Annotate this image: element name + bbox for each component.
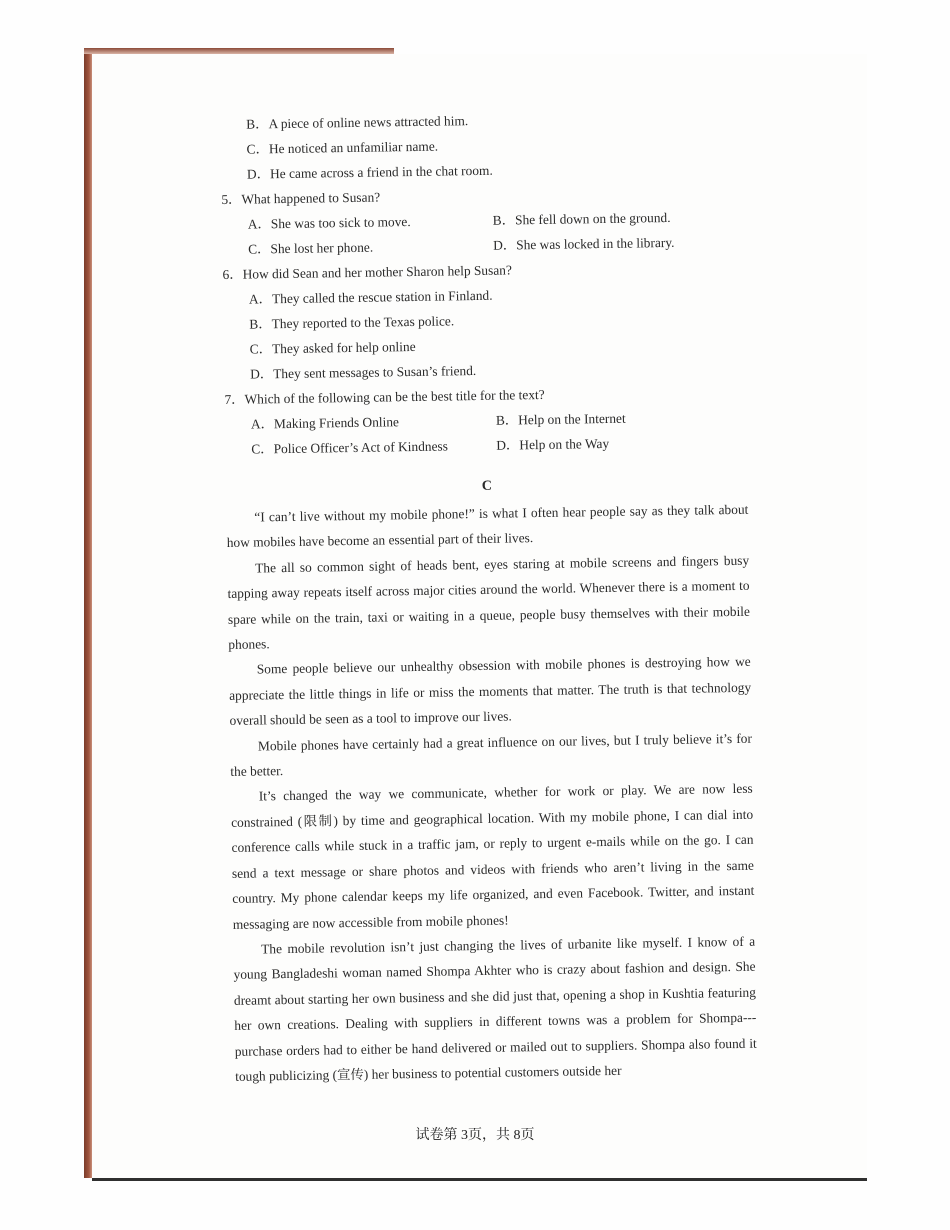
passage-paragraph: Mobile phones have certainly had a great influence on our lives, but I truly believe it’s for the better.: [230, 730, 753, 779]
page-binding-edge: [84, 48, 92, 1178]
passage-paragraph: It’s changed the way we communicate, whether for work or play. We are now less constrained (限制) by time and geographical location. With my mobile phone, I can dial into conference calls while stuck in a traffic jam, or reply to urgent e-mails while on the go. I can send a text message or share photos and videos with friends who aren’t living in the same country. My phone calendar keeps my life organized, and even Facebook. Twitter, and instant messaging are now accessible from mobile phones!: [231, 781, 755, 932]
q7-option-c: C．Police Officer’s Act of Kindness: [251, 438, 449, 457]
q4-option-b: B．A piece of online news attracted him.: [246, 113, 469, 132]
passage-paragraph: Some people believe our unhealthy obsession with mobile phones is destroying how we appreciate the little things in life or miss the moments that matter. The truth is that technology overall should be seen as a tool to improve our lives.: [229, 654, 752, 729]
q5-option-a: A．She was too sick to move.: [247, 214, 411, 232]
q6-stem: 6．How did Sean and her mother Sharon help Susan?: [222, 262, 512, 282]
q6-option-b: B．They reported to the Texas police.: [249, 313, 455, 332]
passage-paragraph: The mobile revolution isn’t just changing the lives of urbanite like myself. I know of a young Bangladeshi woman named Shompa Akhter who is crazy about fashion and design. She dreamt about starting her own business and she did just that, opening a shop in Kushtia featuring her own creations. Dealing with suppliers in different towns was a problem for Shompa---purchase orders had to either be hand delivered or mailed out to suppliers. Shompa also found it tough publicizing (宣传) her business to potential customers outside her: [233, 933, 757, 1084]
q6-option-c: C．They asked for help online: [249, 338, 416, 357]
q4-option-c: C．He noticed an unfamiliar name.: [246, 138, 439, 157]
page-footer: 试卷第 3页，共 8页: [415, 1128, 535, 1143]
page-content: [220, 104, 757, 1089]
q5-option-c: C．She lost her phone.: [248, 239, 374, 257]
q7-option-a: A．Making Friends Online: [250, 414, 400, 432]
q6-option-d: D．They sent messages to Susan’s friend.: [250, 363, 477, 382]
section-heading: C: [481, 478, 493, 494]
q5-option-d: D．She was locked in the library.: [493, 234, 675, 253]
q7-stem: 7．Which of the following can be the best title for the text?: [224, 386, 545, 407]
q5-option-b: B．She fell down on the ground.: [492, 209, 671, 228]
passage-paragraph: The all so common sight of heads bent, eyes staring at mobile screens and fingers busy tapping away repeats itself across major cities around the world. Whenever there is a moment to spare while on the train, taxi or waiting in a queue, people busy themselves with their mobile phones.: [227, 552, 751, 652]
q5-stem: 5．What happened to Susan?: [221, 189, 381, 207]
q7-option-b: B．Help on the Internet: [495, 410, 626, 428]
q7-option-d: D．Help on the Way: [496, 435, 610, 453]
q6-option-a: A．They called the rescue station in Finland.: [248, 287, 493, 307]
q4-option-d: D．He came across a friend in the chat room.: [246, 162, 493, 182]
passage-paragraph: “I can’t live without my mobile phone!” is what I often hear people say as they talk about how mobiles have become an essential part of their lives.: [226, 501, 749, 551]
